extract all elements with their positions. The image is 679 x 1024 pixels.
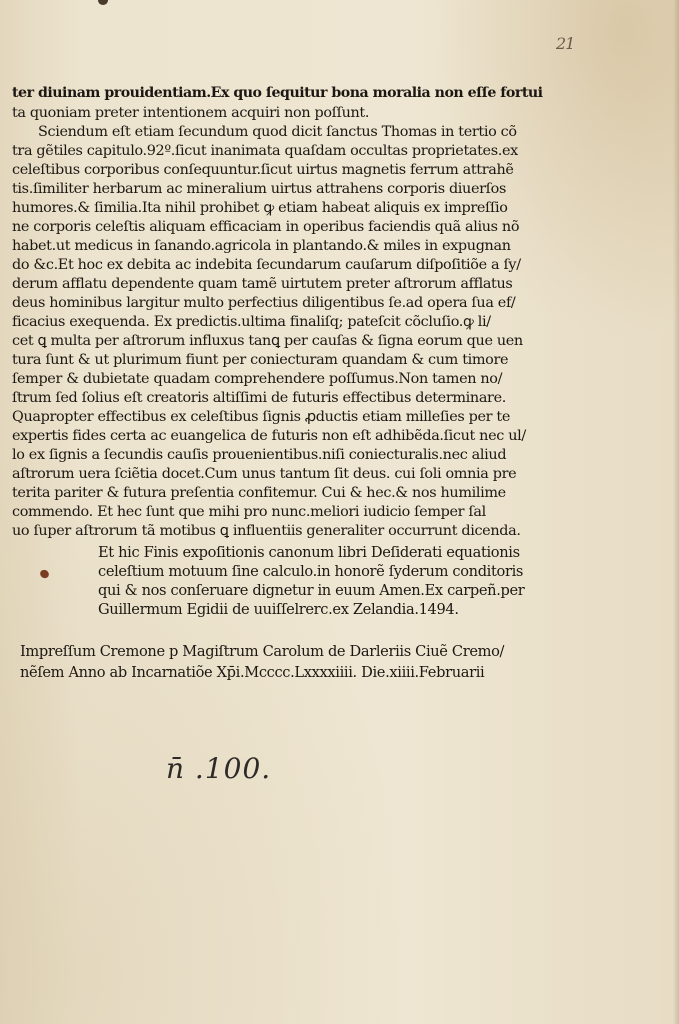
colophon-line: Guillermum Egidii de uuiſſelrerc.ex Zelandia.1494. [98, 601, 459, 618]
colophon-line: qui & nos conſeruare dignetur in euum Amen.Ex carpeñ.per [98, 582, 525, 599]
main-text-block [12, 82, 552, 541]
ink-spot [98, 0, 108, 5]
text-line: lo ex ſignis a ſecundis cauſis prouenientibus.niſi coniecturalis.nec aliud [12, 447, 507, 463]
text-line: tis.ſimiliter herbarum ac mineralium uirtus attrahens corporis diuerſos [12, 181, 507, 197]
text-line: tra gẽtiles capitulo.92º.ſicut inanimata quaſdam occultas proprietates.ex [12, 143, 518, 159]
text-line: ta quoniam preter intentionem acquiri non poſſunt. [12, 105, 370, 121]
handwritten-note: n̄ .100. [166, 752, 272, 785]
text-line: expertis fides certa ac euangelica de futuris non eſt adhibẽda.ſicut nec ul/ [12, 428, 526, 444]
text-line: deus hominibus largitur multo perfectius diligentibus ſe.ad opera ſua ef/ [12, 295, 516, 311]
text-line: cet ꝗ multa per aſtrorum influxus tanꝗ per cauſas & ſigna eorum que uen [12, 333, 523, 349]
imprint-line: nẽſem Anno ab Incarnatiõe Xp̄i.Mcccc.Lxxxxiiii. Die.xiiii.Februarii [20, 664, 485, 681]
text-line: ſtrum ſed ſolius eſt creatoris altiſſimi de futuris effectibus determinare. [12, 390, 506, 406]
colophon-line: Et hic Finis expoſitionis canonum libri Deſiderati equationis [98, 544, 520, 561]
imprint-block [20, 641, 504, 683]
text-line: ſemper & dubietate quadam comprehendere poſſumus.Non tamen no/ [12, 371, 503, 387]
text-line: ficacius exequenda. Ex predictis.ultima finaliſq; pateſcit cõcluſio.ꝙ li/ [12, 314, 491, 330]
imprint-line: Impreſſum Cremone p Magiſtrum Carolum de Darleriis Ciuẽ Cremo/ [20, 643, 505, 660]
text-line: humores.& ſimilia.Ita nihil prohibet ꝙ etiam habeat aliquis ex impreſſio [12, 200, 508, 216]
text-line: Sciendum eſt etiam ſecundum quod dicit ſanctus Thomas in tertio cõ [38, 124, 517, 140]
colophon-line: celeſtium motuum ſine calculo.in honorẽ ſyderum conditoris [98, 563, 524, 580]
text-line: ne corporis celeſtis aliquam efficaciam in operibus faciendis quã alius nõ [12, 219, 520, 235]
text-line: aſtrorum uera ſciẽtia docet.Cum unus tantum ſit deus. cui ſoli omnia pre [12, 466, 517, 482]
folio-number: 21 [556, 34, 575, 53]
text-line: tura ſunt & ut plurimum fiunt per coniecturam quandam & cum timore [12, 352, 509, 368]
text-line: Quapropter effectibus ex celeſtibus ſignis ꝓductis etiam milleſies per te [12, 409, 510, 425]
text-line: terita pariter & futura preſentia confitemur. Cui & hec.& nos humilime [12, 485, 506, 501]
page-edge [673, 0, 679, 1024]
marginal-ink-mark [39, 568, 51, 579]
text-line: commendo. Et hec ſunt que mihi pro nunc.meliori iudicio ſemper ſal [12, 504, 486, 520]
text-line: celeſtibus corporibus conſequuntur.ſicut uirtus magnetis ferrum attrahẽ [12, 162, 514, 178]
text-line: do &c.Et hoc ex debita ac indebita ſecundarum cauſarum diſpoſitiõe a ſy/ [12, 257, 521, 273]
text-line: uo ſuper aſtrorum tã motibus ꝗ influentiis generaliter occurrunt dicenda. [12, 523, 521, 539]
colophon-block [98, 543, 524, 619]
text-line: ter diuinam prouidentiam.Ex quo ſequitur bona moralia non eſſe fortui [12, 85, 543, 101]
text-line: habet.ut medicus in ſanando.agricola in plantando.& miles in expugnan [12, 238, 511, 254]
text-line: derum afflatu dependente quam tamẽ uirtutem preter aſtrorum afflatus [12, 276, 513, 292]
